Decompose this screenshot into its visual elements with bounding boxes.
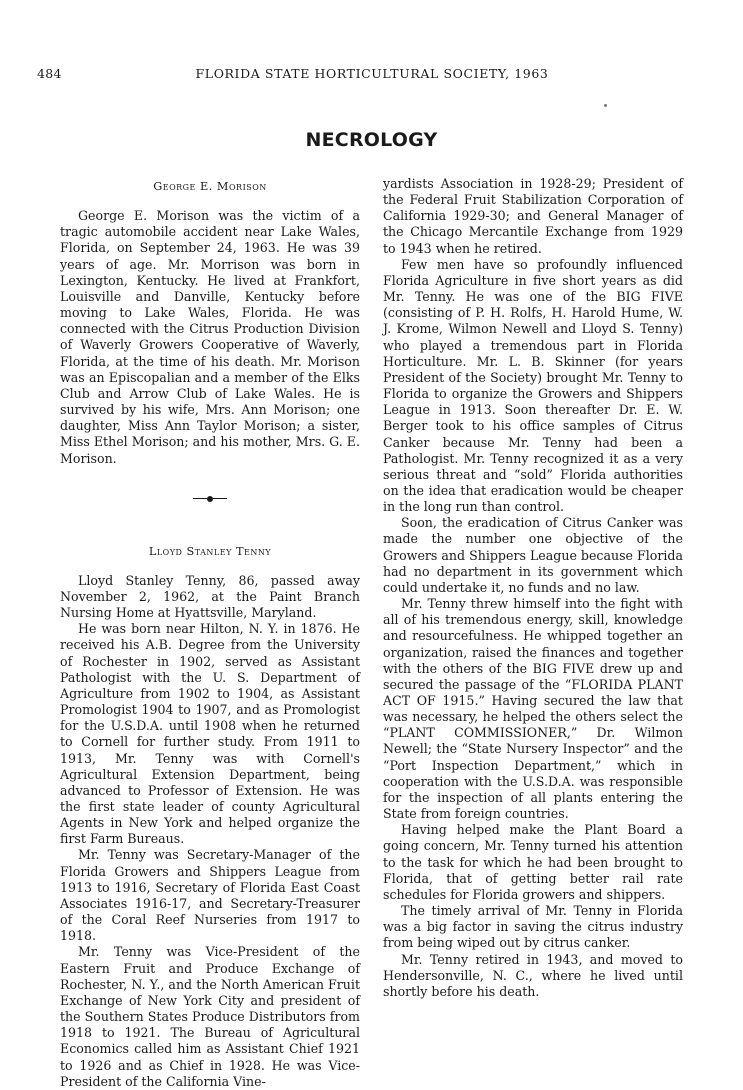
obituary-heading-morison: George E. Morison (153, 180, 267, 193)
section-separator (60, 489, 360, 509)
page-header (37, 66, 707, 86)
running-title: FLORIDA STATE HORTICULTURAL SOCIETY, 1963 (195, 66, 549, 81)
obituary-paragraph: Mr. Tenny was Secretary-Manager of the Florida Growers and Shippers League from 1913 to 1916, Secretary of Florida East Coast Associates 1916-17, and Secretary-Treasurer of the Coral Reef Nurseries from 1917 to 1918. (60, 847, 360, 944)
obituary-paragraph: The timely arrival of Mr. Tenny in Florida was a big factor in saving the citrus industry from being wiped out by citrus canker. (383, 903, 683, 951)
obituary-paragraph: Few men have so profoundly influenced Florida Agriculture in five short years as did Mr. Tenny. He was one of the BIG FIVE (consisting of P. H. Rolfs, H. Harold Hume, W. J. Krome, Wilmon Newell and Lloyd S. Tenny) who played a tremendous part in Florida Horticulture. Mr. L. B. Skinner (for years President of the Society) brought Mr. Tenny to Florida to organize the Growers and Shippers League in 1913. Soon thereafter Dr. E. W. Berger took to his office samples of Citrus Canker because Mr. Tenny had been a Pathologist. Mr. Tenny recognized it as a very serious threat and “sold” Florida authorities on the idea that eradication would be cheaper in the long run than control. (383, 256, 683, 515)
separator-line-left (193, 498, 207, 500)
section-title: NECROLOGY (305, 129, 438, 151)
obituary-heading-tenny: Lloyd Stanley Tenny (148, 544, 272, 558)
obituary-paragraph: Mr. Tenny was Vice-President of the Eastern Fruit and Produce Exchange of Rochester, N. Y., and the North American Fruit Exchange of New York City and president of the Southern States Produce Distributors from 1918 to 1921. The Bureau of Agricultural Economics called him as Assistant Chief 1921 to 1926 and as Chief in 1928. He was Vice-President of the California Vine- (60, 944, 360, 1089)
page-number: 484 (37, 66, 62, 81)
obituary-paragraph: Lloyd Stanley Tenny, 86, passed away November 2, 1962, at the Paint Branch Nursing Home at Hyattsville, Maryland. (60, 572, 360, 621)
obituary-paragraph: George E. Morison was the victim of a tragic automobile accident near Lake Wales, Florida, on September 24, 1963. He was 39 years of age. Mr. Morrison was born in Lexington, Kentucky. He lived at Frankfort, Louisville and Danville, Kentucky before moving to Lake Wales, Florida. He was connected with the Citrus Production Division of Waverly Growers Cooperative of Waverly, Florida, at the time of his death. Mr. Morison was an Episcopalian and a member of the Elks Club and Arrow Club of Lake Wales. He is survived by his wife, Mrs. Ann Morison; one daughter, Miss Ann Taylor Morison; a sister, Miss Ethel Morison; and his mother, Mrs. G. E. Morison. (60, 208, 360, 466)
left-column (60, 179, 360, 1090)
obituary-paragraph-continued: yardists Association in 1928-29; President of the Federal Fruit Stabilization Corporation of California 1929-30; and General Manager of the Chicago Mercantile Exchange from 1929 to 1943 when he retired. (383, 176, 683, 256)
right-column (383, 176, 683, 1000)
obituary-paragraph: He was born near Hilton, N. Y. in 1876. He received his A.B. Degree from the University of Rochester in 1902, served as Assistant Pathologist with the U. S. Department of Agriculture from 1902 to 1904, as Assistant Promologist 1904 to 1907, and as Promologist for the U.S.D.A. until 1908 when he returned to Cornell for further study. From 1911 to 1913, Mr. Tenny was with Cornell's Agricultural Extension Department, being advanced to Professor of Extension. He was the first state leader of county Agricultural Agents in New York and helped organize the first Farm Bureaus. (60, 621, 360, 847)
obituary-paragraph: Mr. Tenny retired in 1943, and moved to Hendersonville, N. C., where he lived until shortly before his death. (383, 951, 683, 999)
obituary-paragraph: Mr. Tenny threw himself into the fight with all of his tremendous energy, skill, knowledge and resourcefulness. He whipped together an organization, raised the finances and together with the others of the BIG FIVE drew up and secured the passage of the “FLORIDA PLANT ACT OF 1915.” Having secured the law that was necessary, he helped the others select the “PLANT COMMISSIONER,” Dr. Wilmon Newell; the “State Nursery Inspector” and the “Port Inspection Department,” which in cooperation with the U.S.D.A. was responsible for the inspection of all plants entering the State from foreign countries. (383, 596, 683, 822)
obituary-paragraph: Soon, the eradication of Citrus Canker was made the number one objective of the Growers and Shippers League because Florida had no department in its government which could undertake it, no funds and no law. (383, 515, 683, 595)
separator-line-right (213, 498, 227, 500)
print-speck (604, 104, 607, 107)
obituary-paragraph: Having helped make the Plant Board a going concern, Mr. Tenny turned his attention to the task for which he had been brought to Florida, that of getting better rail rate schedules for Florida growers and shippers. (383, 822, 683, 902)
